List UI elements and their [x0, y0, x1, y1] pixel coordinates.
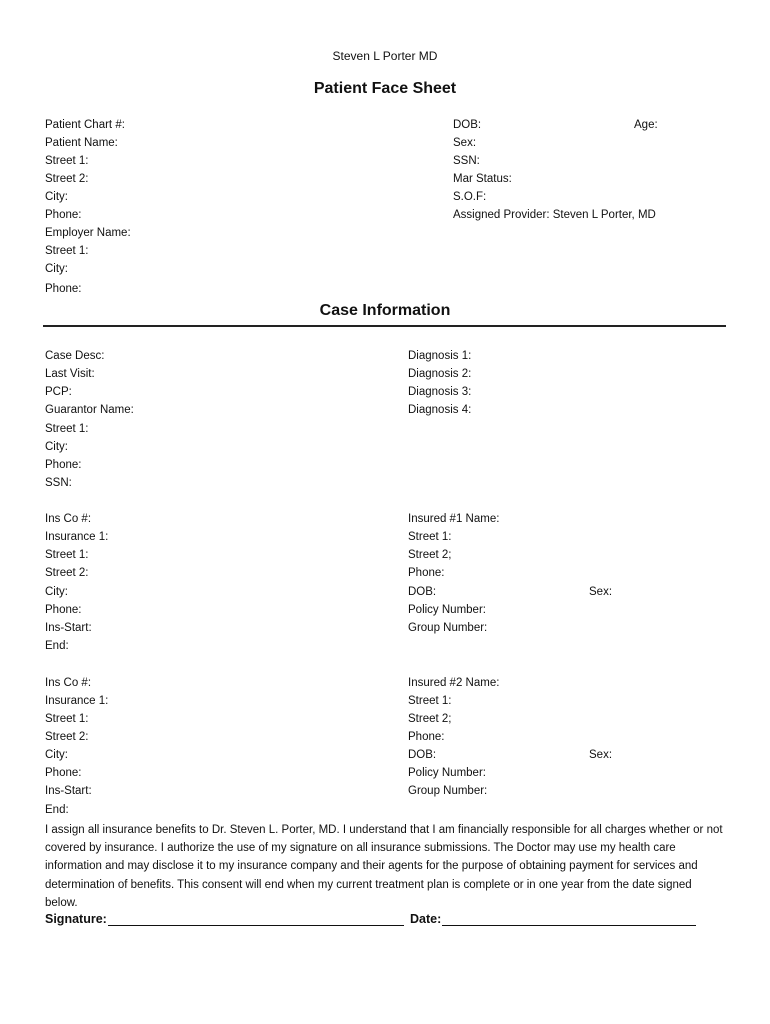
- pcp-label: PCP:: [45, 386, 72, 398]
- ins1-end-label: End:: [45, 640, 69, 652]
- last-visit-label: Last Visit:: [45, 368, 95, 380]
- diagnosis3-label: Diagnosis 3:: [408, 386, 472, 398]
- date-field[interactable]: [410, 911, 696, 926]
- ins1-co-label: Ins Co #:: [45, 513, 92, 525]
- employer-street1-label: Street 1:: [45, 245, 89, 257]
- diagnosis2-label: Diagnosis 2:: [408, 368, 472, 380]
- diagnosis1-label: Diagnosis 1:: [408, 350, 472, 362]
- date-line[interactable]: [442, 911, 696, 926]
- signature-label: Signature:: [45, 912, 107, 926]
- insured1-phone-label: Phone:: [408, 567, 445, 579]
- insured1-dob-label: DOB:: [408, 586, 437, 598]
- section-divider: [43, 325, 726, 327]
- insured2-group-label: Group Number:: [408, 785, 488, 797]
- diagnosis4-label: Diagnosis 4:: [408, 404, 472, 416]
- insured1-group-label: Group Number:: [408, 622, 488, 634]
- patient-ssn-label: SSN:: [453, 155, 480, 167]
- sof-label: S.O.F:: [453, 191, 487, 203]
- guarantor-ssn-label: SSN:: [45, 477, 72, 489]
- patient-sex-label: Sex:: [453, 137, 477, 149]
- case-desc-label: Case Desc:: [45, 350, 105, 362]
- ins2-insurance-label: Insurance 1:: [45, 695, 109, 707]
- page-title: Patient Face Sheet: [313, 80, 457, 97]
- insured2-sex-label: Sex:: [589, 749, 613, 761]
- ins2-street1-label: Street 1:: [45, 713, 89, 725]
- ins1-street2-label: Street 2:: [45, 567, 89, 579]
- insured1-street1-label: Street 1:: [408, 531, 452, 543]
- insured2-dob-label: DOB:: [408, 749, 437, 761]
- guarantor-phone-label: Phone:: [45, 459, 82, 471]
- ins2-end-label: End:: [45, 804, 69, 816]
- insured1-policy-label: Policy Number:: [408, 604, 486, 616]
- guarantor-street1-label: Street 1:: [45, 423, 89, 435]
- ins2-city-label: City:: [45, 749, 68, 761]
- ins1-city-label: City:: [45, 586, 68, 598]
- case-information-heading: Case Information: [319, 302, 451, 319]
- employer-phone-label: Phone:: [45, 283, 82, 295]
- ins1-insurance-label: Insurance 1:: [45, 531, 109, 543]
- signature-field[interactable]: [45, 911, 404, 926]
- patient-age-label: Age:: [634, 119, 658, 131]
- ins2-start-label: Ins-Start:: [45, 785, 92, 797]
- insured2-street2-label: Street 2;: [408, 713, 452, 725]
- ins1-phone-label: Phone:: [45, 604, 82, 616]
- insured2-policy-label: Policy Number:: [408, 767, 486, 779]
- assigned-provider-label: Assigned Provider: Steven L Porter, MD: [453, 209, 656, 221]
- patient-street2-label: Street 2:: [45, 173, 89, 185]
- signature-line[interactable]: [108, 911, 404, 926]
- marital-status-label: Mar Status:: [453, 173, 512, 185]
- patient-name-label: Patient Name:: [45, 137, 118, 149]
- ins2-co-label: Ins Co #:: [45, 677, 92, 689]
- guarantor-city-label: City:: [45, 441, 68, 453]
- insured1-sex-label: Sex:: [589, 586, 613, 598]
- ins2-street2-label: Street 2:: [45, 731, 89, 743]
- guarantor-name-label: Guarantor Name:: [45, 404, 134, 416]
- insured2-street1-label: Street 1:: [408, 695, 452, 707]
- ins2-phone-label: Phone:: [45, 767, 82, 779]
- practice-name: Steven L Porter MD: [332, 49, 438, 63]
- patient-street1-label: Street 1:: [45, 155, 89, 167]
- ins1-start-label: Ins-Start:: [45, 622, 92, 634]
- patient-phone-label: Phone:: [45, 209, 82, 221]
- ins1-street1-label: Street 1:: [45, 549, 89, 561]
- date-label: Date:: [410, 912, 442, 926]
- employer-city-label: City:: [45, 263, 68, 275]
- consent-paragraph: I assign all insurance benefits to Dr. Steven L. Porter, MD. I understand that I am financially responsible for all charges whether or not covered by insurance. I authorize the use of my signature on all insurance submissions. The Doctor may use my health care information and may disclose it to my insurance company and their agents for the purpose of obtaining payment for services and determination of benefits. This consent will end when my current treatment plan is complete or in one year from the date signed below.: [45, 824, 723, 909]
- employer-name-label: Employer Name:: [45, 227, 131, 239]
- patient-city-label: City:: [45, 191, 68, 203]
- insured1-street2-label: Street 2;: [408, 549, 452, 561]
- patient-dob-label: DOB:: [453, 119, 482, 131]
- insured2-name-label: Insured #2 Name:: [408, 677, 500, 689]
- insured1-name-label: Insured #1 Name:: [408, 513, 500, 525]
- patient-chart-label: Patient Chart #:: [45, 119, 125, 131]
- insured2-phone-label: Phone:: [408, 731, 445, 743]
